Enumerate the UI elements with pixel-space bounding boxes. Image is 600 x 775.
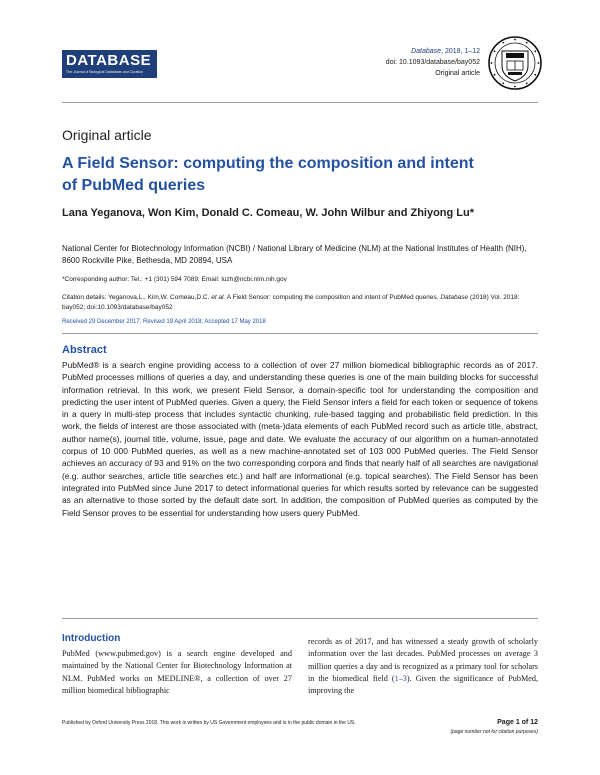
introduction-heading: Introduction: [62, 633, 121, 644]
license-note: Published by Oxford University Press 2018. This work is written by US Government employees and is in the public domain in the US.: [62, 720, 356, 726]
intro-paragraph-1: PubMed (www.pubmed.gov) is a search engine developed and maintained by the National Center for Biotechnology Information at NLM. PubMed works on MEDLINE®, a collection of over 27 million biomedical bibliographic: [62, 649, 292, 695]
article-title: A Field Sensor: computing the composition and intent of PubMed queries: [62, 155, 474, 194]
page-number-note: (page number not for citation purposes): [450, 729, 538, 735]
reference-link[interactable]: 1–3: [394, 673, 407, 683]
intro-paragraph-2: records as of 2017, and has witnessed a steady growth of scholarly information over the last decades. PubMed processes on average 3 million queries a day and is recognized as a primary tool for scholars in the biomedical field (1–3). Given the significance of PubMed, improving the: [308, 637, 538, 696]
logo-text: DATABASE: [66, 52, 152, 69]
journal-reference: [386, 46, 480, 79]
abstract-heading: Abstract: [62, 344, 107, 356]
author-list: Lana Yeganova, Won Kim, Donald C. Comeau, W. John Wilbur and Zhiyong Lu*: [62, 207, 475, 219]
abstract-top-divider: [62, 333, 538, 334]
article-type: Original article: [62, 127, 152, 143]
abstract-bottom-divider: [62, 618, 538, 619]
oxford-university-seal-icon: [488, 36, 542, 90]
journal-name-link[interactable]: Database: [411, 48, 442, 55]
abstract-text: PubMed® is a search engine providing access to a collection of over 27 million biomedical bibliographic records as of 2017. PubMed processes millions of queries a day, and understanding these queries is one of the main building blocks for successful information retrieval. In this work, we present Field Sensor, a domain-specific tool for understanding the composition and predicting the user intent of PubMed queries. Given a query, the Field Sensor infers a field for each token or sequence of tokens in a query in multi-step process that includes syntactic chunking, rule-based tagging and probabilistic field prediction. In this work, the fields of interest are those associated with (meta-)data elements of each PubMed record such as article title, abstract, author name(s), journal title, volume, issue, page and date. We evaluate the accuracy of our algorithm on a human-annotated corpus of 10 000 PubMed queries, as well as a new machine-annotated set of 103 000 PubMed queries. The Field Sensor achieves an accuracy of 93 and 91% on the two corresponding corpora and finds that nearly half of all searches are navigational (e.g. author searches, article title searches etc.) and half are informational (e.g. topical searches). The Field Sensor has been integrated into PubMed since June 2017 to detect informational queries for which results sorted by relevance can be suggested as an alternative to those sorted by the default date sort. In addition, the composition of PubMed queries as computed by the Field Sensor proves to be essential for understanding how users query PubMed.: [62, 360, 538, 518]
header-divider: [62, 102, 538, 103]
intro-column-right: [308, 636, 538, 697]
page-number: Page 1 of 12: [497, 719, 538, 726]
header-article-type: Original article: [435, 70, 480, 77]
journal-ref: , 2018, 1–12: [441, 48, 480, 55]
affiliation: National Center for Biotechnology Information (NCBI) / National Library of Medicine (NLM) at the National Institutes of Health (NIH), 8600 Rockville Pike, Bethesda, MD 20894, USA: [62, 244, 527, 265]
corresponding-author: *Corresponding author: Tel.: +1 (301) 594 7089; Email: luzh@ncbi.nlm.nih.gov: [62, 276, 287, 283]
logo-subtitle: The Journal of Biological Databases and Curation: [66, 70, 144, 74]
intro-column-left: [62, 648, 292, 697]
article-dates: Received 29 December 2017; Revised 19 April 2018; Accepted 17 May 2018: [62, 319, 266, 325]
journal-logo: [62, 50, 157, 78]
abstract-body: [62, 359, 538, 519]
citation-details: Citation details: Yeganova,L., Kim,W. Comeau,D.C. et al. A Field Sensor: computing the composition and intent of PubMed queries. Database (2018) Vol. 2018: bay052; doi:10.1093/database/bay052: [62, 294, 520, 311]
doi-link[interactable]: doi: 10.1093/database/bay052: [385, 59, 480, 66]
